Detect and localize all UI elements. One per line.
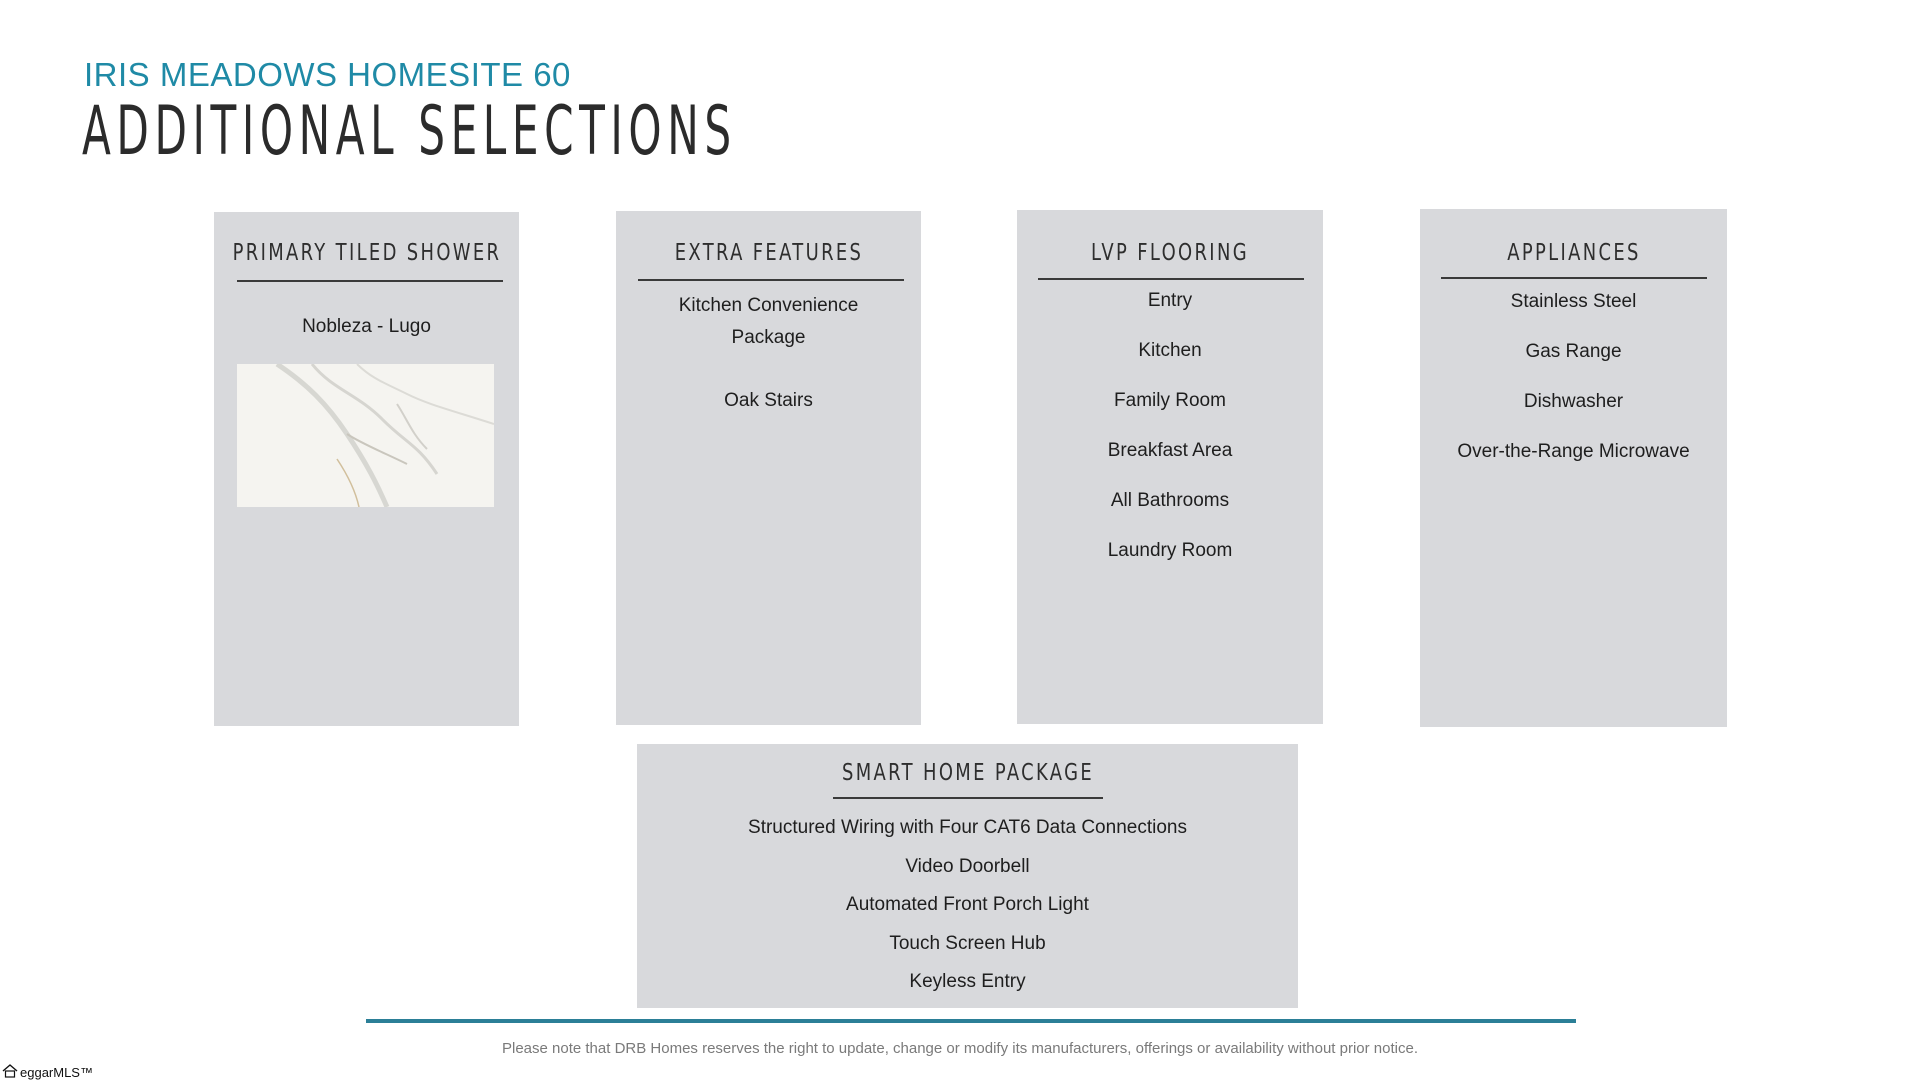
list-item: Over-the-Range Microwave — [1457, 441, 1690, 462]
heading-divider — [1441, 277, 1707, 279]
list-item: Family Room — [1114, 390, 1226, 411]
card-heading: LVP FLOORING — [1091, 240, 1249, 266]
homesite-subtitle: IRIS MEADOWS HOMESITE 60 — [84, 56, 571, 93]
list-item: Laundry Room — [1107, 540, 1233, 561]
card-appliances — [1420, 209, 1727, 727]
list-item: Kitchen — [1138, 340, 1202, 361]
list-item: Automated Front Porch Light — [846, 894, 1089, 915]
page-title: ADDITIONAL SELECTIONS — [82, 92, 737, 171]
list-item: Stainless Steel — [1510, 291, 1637, 312]
disclaimer-text: Please note that DRB Homes reserves the right to update, change or modify its manufacturers, offerings or availability without prior notice. — [501, 1040, 1418, 1057]
card-smart-home-package — [637, 744, 1298, 1008]
list-item: Entry — [1147, 290, 1193, 311]
heading-divider — [237, 280, 503, 282]
list-item: Breakfast Area — [1107, 440, 1233, 461]
card-heading: PRIMARY TILED SHOWER — [232, 240, 501, 266]
mls-watermark — [2, 1064, 93, 1081]
card-primary-tiled-shower — [214, 212, 519, 726]
list-item: Keyless Entry — [909, 971, 1026, 992]
list-item: Touch Screen Hub — [889, 933, 1046, 954]
card-extra-features — [616, 211, 921, 725]
list-item: Gas Range — [1525, 341, 1622, 362]
heading-divider — [638, 279, 904, 281]
tile-sample-image — [237, 364, 494, 507]
heading-divider — [1038, 278, 1304, 280]
card-heading: APPLIANCES — [1506, 240, 1641, 266]
list-item: Nobleza - Lugo — [302, 316, 431, 337]
footer-divider — [366, 1019, 1576, 1023]
house-icon — [2, 1064, 18, 1081]
heading-divider — [833, 797, 1103, 799]
marble-pattern — [237, 364, 494, 507]
card-lvp-flooring — [1017, 210, 1323, 724]
card-heading: SMART HOME PACKAGE — [841, 760, 1094, 786]
list-item: Video Doorbell — [905, 856, 1030, 877]
list-item: Dishwasher — [1523, 391, 1624, 412]
watermark-text: eggarMLS™ — [20, 1065, 93, 1080]
list-item: Structured Wiring with Four CAT6 Data Connections — [748, 817, 1187, 838]
list-item: Package — [731, 327, 806, 348]
list-item: All Bathrooms — [1110, 490, 1230, 511]
card-heading: EXTRA FEATURES — [674, 240, 863, 266]
list-item: Oak Stairs — [724, 390, 813, 411]
list-item: Kitchen Convenience — [678, 295, 859, 316]
